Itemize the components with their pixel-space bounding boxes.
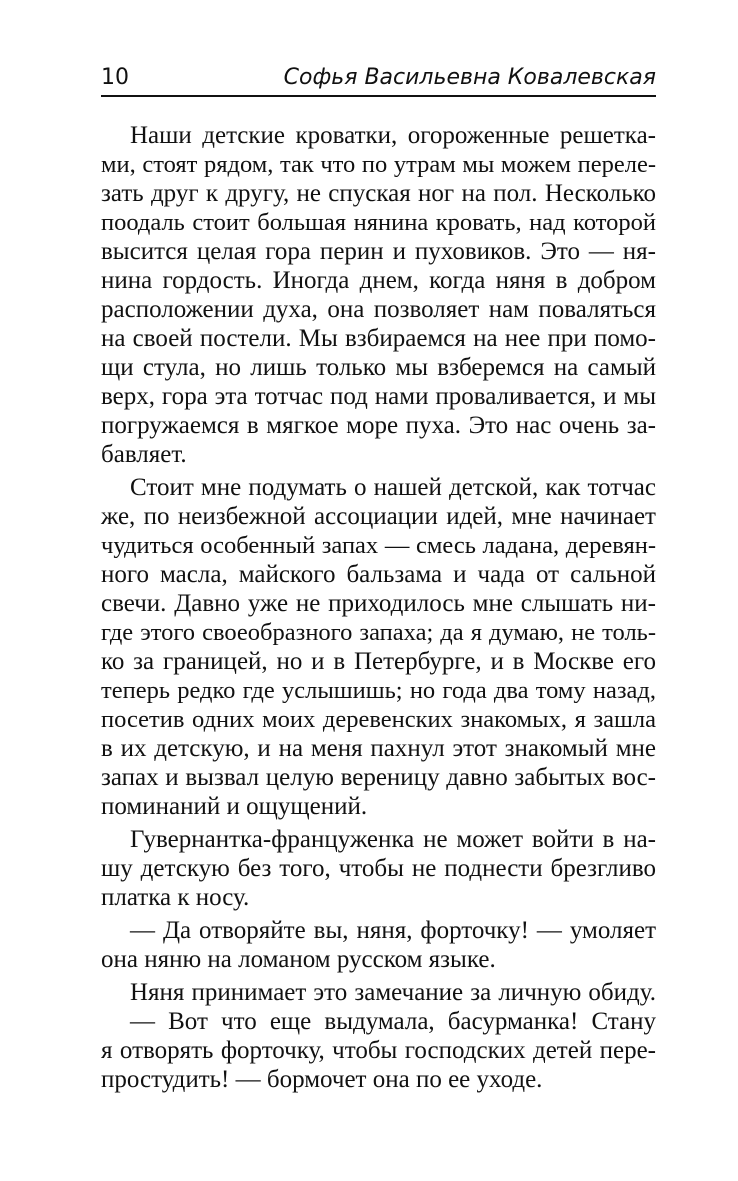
text-line: ко за границей, но и в Петербурге, и в Москве его [101,648,656,675]
text-line: — Вот что еще выдумала, басурманка! Стану [130,1008,656,1035]
text-line: — Да отворяйте вы, няня, форточку! — умоляет [130,917,656,944]
text-line: она няню на ломаном русском языке. [101,946,496,973]
text-line: Няня принимает это замечание за личную обиду. [130,979,656,1006]
text-line: бавляет. [101,441,187,468]
text-line: свечи. Давно уже не приходилось мне слышать ни- [101,590,656,617]
paragraph-4 [101,916,656,974]
paragraph-6 [101,1007,656,1094]
text-line: платка к носу. [101,884,250,911]
text-line: расположении духа, она позволяет нам поваляться [101,296,656,323]
text-line: ного масла, майского бальзама и чада от сальной [101,561,656,588]
text-line: чудиться особенный запах — смесь ладана, деревян- [101,532,656,559]
text-line: Гувернантка-француженка не может войти в на- [130,826,656,853]
text-line: я отворять форточку, чтобы господских детей пере- [101,1037,656,1064]
page-number: 10 [101,65,129,90]
text-line: высится целая гора перин и пуховиков. Это — ня- [101,238,656,265]
paragraph-2 [101,473,656,821]
text-line: же, по неизбежной ассоциации идей, мне начинает [101,503,656,530]
text-line: простудить! — бормочет она по ее уходе. [101,1066,543,1093]
paragraph-3 [101,825,656,912]
page-header [101,62,656,97]
text-line: щи стула, но лишь только мы взберемся на самый [101,354,656,381]
text-line: ми, стоят рядом, так что по утрам мы можем переле- [101,151,656,178]
text-line: верх, гора эта тотчас под нами проваливается, и мы [101,383,656,410]
text-line: поодаль стоит большая нянина кровать, над которой [101,209,656,236]
running-title: Софья Васильевна Ковалевская [283,65,656,90]
text-line: зать друг к другу, не спуская ног на пол. Несколько [101,180,656,207]
text-line: нина гордость. Иногда днем, когда няня в добром [101,267,656,294]
text-line: погружаемся в мягкое море пуха. Это нас очень за- [101,412,656,439]
text-line: поминаний и ощущений. [101,793,368,820]
text-line: на своей постели. Мы взбираемся на нее при помо- [101,325,656,352]
text-line: в их детскую, и на меня пахнул этот знакомый мне [101,735,656,762]
text-line: Наши детские кроватки, огороженные решетка- [130,122,656,149]
paragraph-5 [101,978,656,1007]
paragraph-1 [101,121,656,469]
text-line: где этого своеобразного запаха; да я думаю, не толь- [101,619,656,646]
body-text [101,121,656,1094]
text-line: посетив одних моих деревенских знакомых, я зашла [101,706,656,733]
text-line: Стоит мне подумать о нашей детской, как тотчас [130,474,656,501]
text-line: теперь редко где услышишь; но года два тому назад, [101,677,656,704]
text-line: запах и вызвал целую вереницу давно забытых вос- [101,764,656,791]
text-line: шу детскую без того, чтобы не поднести брезгливо [101,855,656,882]
